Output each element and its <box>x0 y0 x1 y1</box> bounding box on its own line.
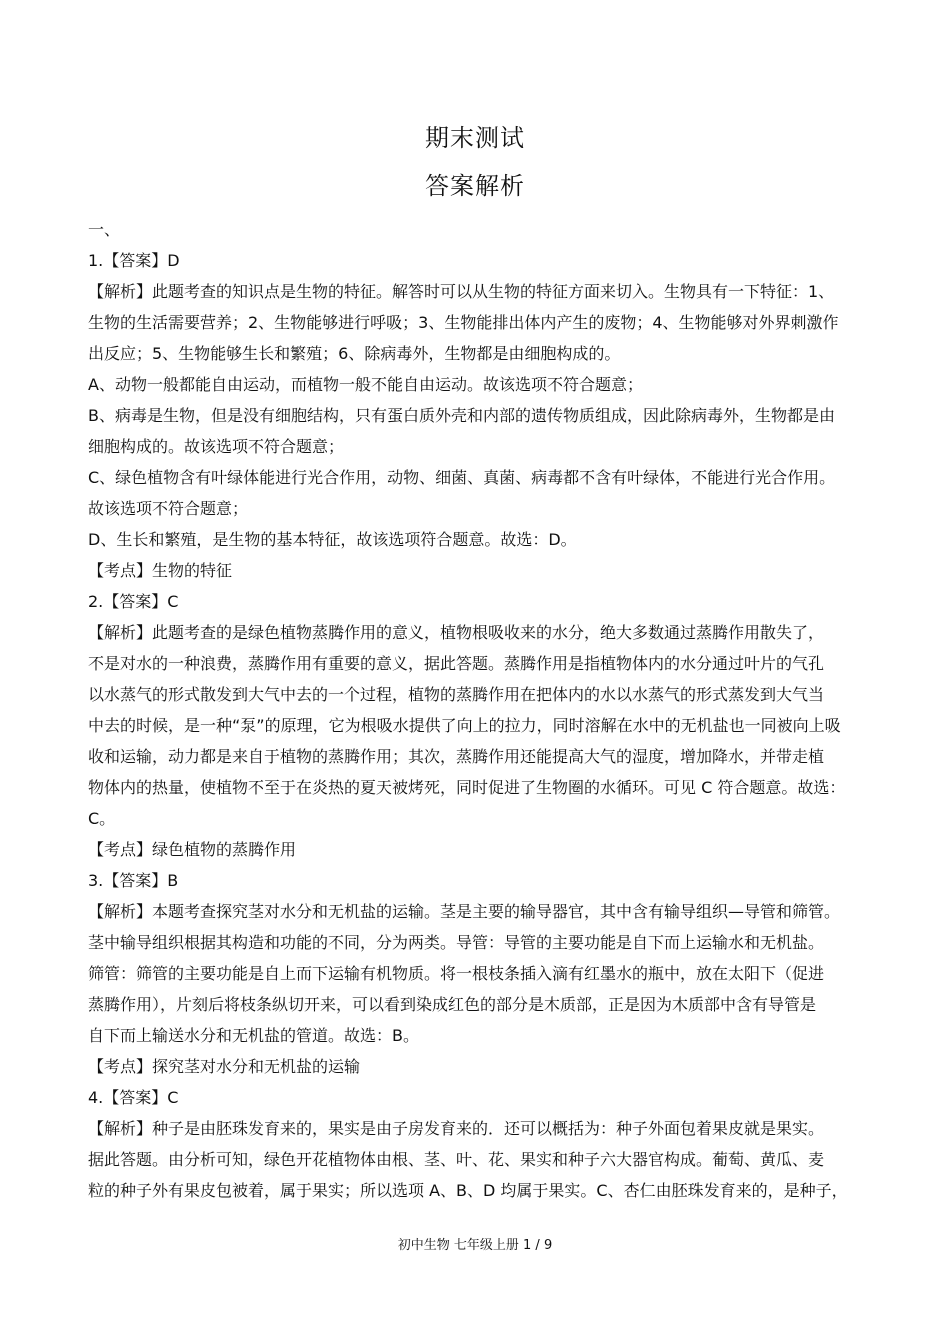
q3-analysis-line: 自下而上输送水分和无机盐的管道。故选：B。 <box>88 1026 419 1045</box>
q4-analysis-line: 粒的种子外有果皮包被着，属于果实；所以选项 A、B、D 均属于果实。C、杏仁由胚珠发育来的，是种子， <box>88 1181 848 1200</box>
q1-option-d: D、生长和繁殖，是生物的基本特征，故该选项符合题意。故选：D。 <box>88 530 577 549</box>
section-marker: 一、 <box>88 220 121 239</box>
q1-point: 【考点】生物的特征 <box>88 561 233 580</box>
q2-analysis-line: 以水蒸气的形式散发到大气中去的一个过程，植物的蒸腾作用在把体内的水以水蒸气的形式蒸发到大气当 <box>88 685 825 704</box>
q1-analysis-line: 【解析】此题考查的知识点是生物的特征。解答时可以从生物的特征方面来切入。生物具有一下特征：1、 <box>88 282 835 301</box>
document-body <box>88 214 880 1206</box>
q2-analysis-line: 收和运输，动力都是来自于植物的蒸腾作用；其次，蒸腾作用还能提高大气的湿度，增加降水，并带走植 <box>88 747 825 766</box>
q2-analysis-line: 【解析】此题考查的是绿色植物蒸腾作用的意义，植物根吸收来的水分，绝大多数通过蒸腾作用散失了， <box>88 623 825 642</box>
q3-analysis-line: 茎中输导组织根据其构造和功能的不同，分为两类。导管：导管的主要功能是自下而上运输水和无机盐。 <box>88 933 825 952</box>
q1-option-b: B、病毒是生物，但是没有细胞结构，只有蛋白质外壳和内部的遗传物质组成，因此除病毒外，生物都是由 <box>88 406 835 425</box>
q2-analysis-line: 中去的时候，是一种“泵”的原理，它为根吸水提供了向上的拉力，同时溶解在水中的无机盐也一同被向上吸 <box>88 716 841 735</box>
q1-option-c: C、绿色植物含有叶绿体能进行光合作用，动物、细菌、真菌、病毒都不含有叶绿体，不能进行光合作用。 <box>88 468 836 487</box>
q1-analysis-line: 出反应；5、生物能够生长和繁殖；6、除病毒外，生物都是由细胞构成的。 <box>88 344 621 363</box>
q2-point: 【考点】绿色植物的蒸腾作用 <box>88 840 297 859</box>
q2-answer: 2.【答案】C <box>88 592 179 611</box>
page-footer: 初中生物 七年级上册 1 / 9 <box>397 1238 553 1253</box>
page-subtitle: 答案解析 <box>425 172 525 200</box>
q3-analysis-line: 筛管：筛管的主要功能是自上而下运输有机物质。将一根枝条插入滴有红墨水的瓶中，放在太阳下（促进 <box>88 964 825 983</box>
q2-analysis-line: C。 <box>88 809 116 828</box>
q1-answer: 1.【答案】D <box>88 251 180 270</box>
q2-analysis-line: 不是对水的一种浪费，蒸腾作用有重要的意义，据此答题。蒸腾作用是指植物体内的水分通过叶片的气孔 <box>88 654 825 673</box>
q3-point: 【考点】探究茎对水分和无机盐的运输 <box>88 1057 361 1076</box>
q4-answer: 4.【答案】C <box>88 1088 179 1107</box>
page-title: 期末测试 <box>425 124 525 152</box>
q3-answer: 3.【答案】B <box>88 871 179 890</box>
q2-analysis-line: 物体内的热量，使植物不至于在炎热的夏天被烤死，同时促进了生物圈的水循环。可见 C 符合题意。故选： <box>88 778 846 797</box>
q1-option-c-cont: 故该选项不符合题意； <box>88 499 249 518</box>
q1-analysis-line: 生物的生活需要营养；2、生物能够进行呼吸；3、生物能排出体内产生的废物；4、生物能够对外界刺激作 <box>88 313 839 332</box>
q1-option-b-cont: 细胞构成的。故该选项不符合题意； <box>88 437 345 456</box>
q3-analysis-line: 【解析】本题考查探究茎对水分和无机盐的运输。茎是主要的输导器官，其中含有输导组织—导管和筛管。 <box>88 902 841 921</box>
q3-analysis-line: 蒸腾作用），片刻后将枝条纵切开来，可以看到染成红色的部分是木质部，正是因为木质部中含有导管是 <box>88 995 817 1014</box>
q4-analysis-line: 【解析】种子是由胚珠发育来的，果实是由子房发育来的．还可以概括为：种子外面包着果皮就是果实。 <box>88 1119 825 1138</box>
q4-analysis-line: 据此答题。由分析可知，绿色开花植物体由根、茎、叶、花、果实和种子六大器官构成。葡萄、黄瓜、麦 <box>88 1150 825 1169</box>
q1-option-a: A、动物一般都能自由运动，而植物一般不能自由运动。故该选项不符合题意； <box>88 375 643 394</box>
